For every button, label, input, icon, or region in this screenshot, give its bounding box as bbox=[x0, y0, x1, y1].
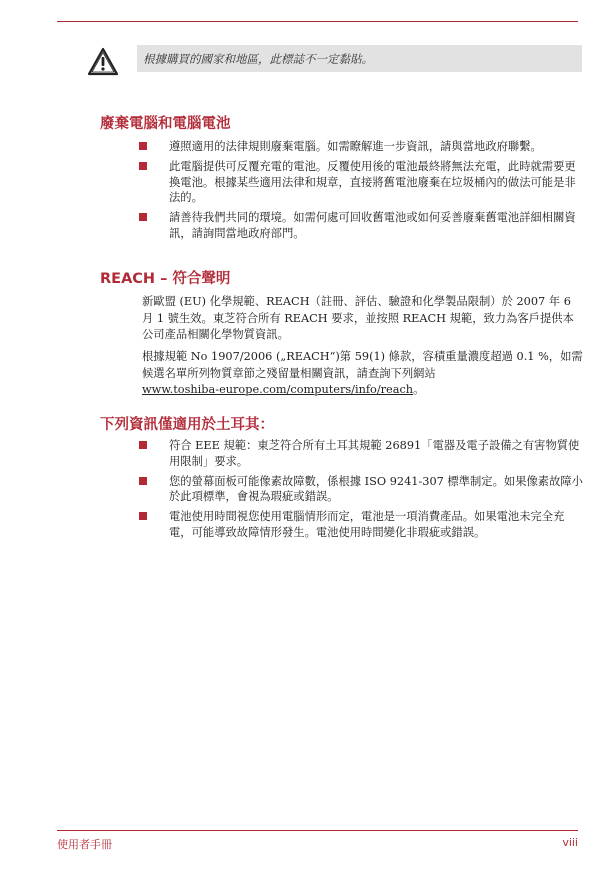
bullet-square-icon bbox=[139, 477, 147, 485]
note-text: 根據購買的國家和地區，此標誌不一定黏貼。 bbox=[143, 52, 373, 66]
list-item bbox=[139, 210, 584, 242]
bullet-square-icon bbox=[139, 213, 147, 221]
list-item-text: 符合 EEE 規範：東芝符合所有土耳其規範 26891「電器及電子設備之有害物質使用限制」要求。 bbox=[169, 439, 580, 468]
disposal-list bbox=[139, 139, 584, 246]
reach-link[interactable]: www.toshiba-europe.com/computers/info/reach bbox=[142, 383, 414, 396]
bullet-square-icon bbox=[139, 142, 147, 150]
list-item-text: 電池使用時間視您使用電腦情形而定，電池是一項消費產品。如果電池未完全充電，可能導致故障情形發生。電池使用時間變化非瑕疵或錯誤。 bbox=[169, 510, 565, 539]
bullet-square-icon bbox=[139, 441, 147, 449]
page-number: viii bbox=[562, 836, 578, 849]
list-item bbox=[139, 509, 584, 541]
bottom-rule bbox=[57, 830, 578, 831]
reach-paragraph-2-end: 。 bbox=[413, 383, 425, 396]
reach-paragraph-1: 新歐盟 (EU) 化學規範、REACH（註冊、評估、驗證和化學製品限制）於 2007 年 6 月 1 號生效。東芝符合所有 REACH 要求，並按照 REACH 規範，致力為客戶提供本公司產品相關化學物質資訊。 bbox=[142, 295, 574, 341]
footer-title: 使用者手冊 bbox=[57, 838, 112, 851]
list-item-text: 遵照適用的法律規則廢棄電腦。如需瞭解進一步資訊，請與當地政府聯繫。 bbox=[169, 140, 542, 153]
list-item-text: 請善待我們共同的環境。如需何處可回收舊電池或如何妥善廢棄舊電池詳細相關資訊，請詢問當地政府部門。 bbox=[169, 211, 576, 240]
section-heading-reach: REACH – 符合聲明 bbox=[100, 271, 231, 287]
list-item bbox=[139, 159, 584, 206]
reach-paragraph-2 bbox=[142, 349, 584, 399]
list-item bbox=[139, 139, 584, 155]
list-item-text: 您的螢幕面板可能像素故障數，係根據 ISO 9241-307 標準制定。如果像素故障小於此項標準，會視為瑕疵或錯誤。 bbox=[169, 474, 583, 504]
turkey-list bbox=[139, 438, 584, 545]
bullet-square-icon bbox=[139, 512, 147, 520]
warning-triangle-icon bbox=[87, 47, 119, 77]
section-heading-turkey: 下列資訊僅適用於土耳其： bbox=[100, 417, 274, 433]
list-item-text: 此電腦提供可反覆充電的電池。反覆使用後的電池最終將無法充電，此時就需要更換電池。根據某些適用法律和規章，直接將舊電池廢棄在垃圾桶內的做法可能是非法的。 bbox=[169, 159, 576, 205]
reach-paragraph-2-text: 根據規範 No 1907/2006 („REACH“)第 59(1) 條款，容積重量濃度超過 0.1 %，如需候選名單所列物質章節之殘留量相關資訊，請查詢下列網站 bbox=[142, 350, 583, 380]
note-box bbox=[137, 45, 582, 72]
top-rule bbox=[57, 21, 578, 22]
bullet-square-icon bbox=[139, 162, 147, 170]
list-item bbox=[139, 474, 584, 506]
section-heading-disposal: 廢棄電腦和電腦電池 bbox=[100, 116, 231, 132]
list-item bbox=[139, 438, 584, 470]
